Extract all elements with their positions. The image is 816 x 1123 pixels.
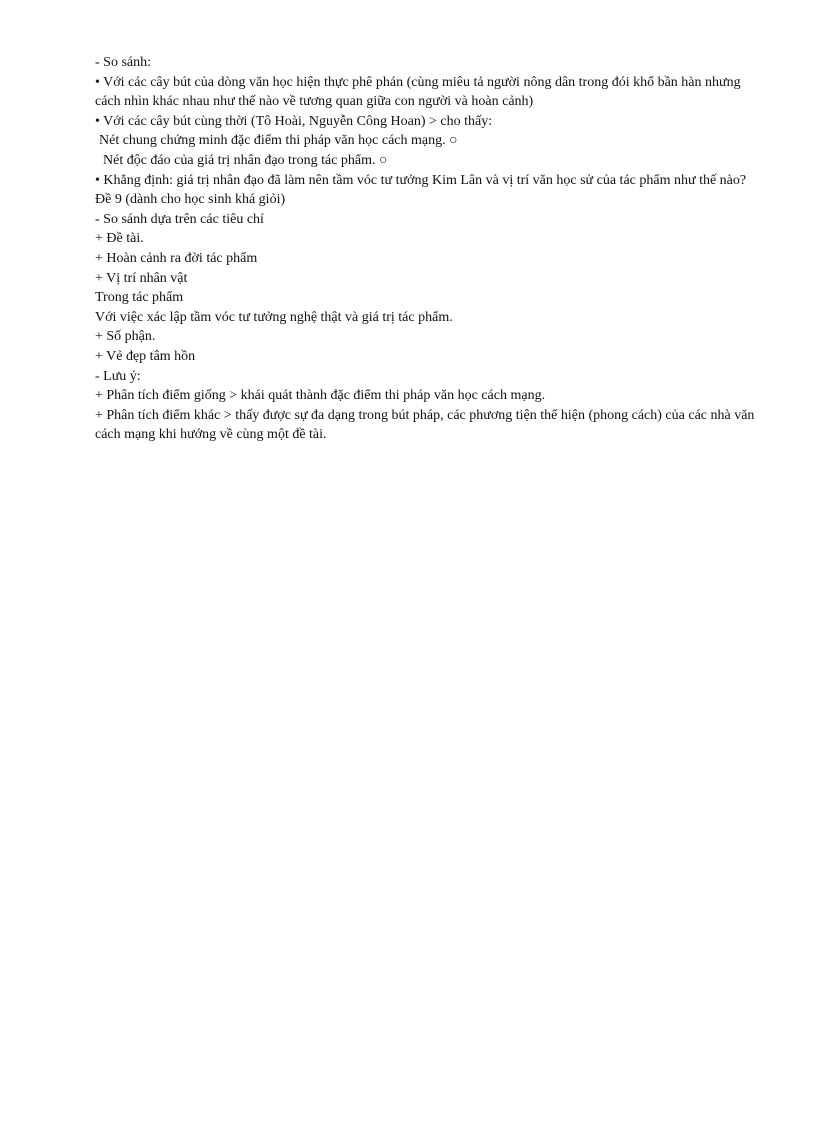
stature-line: Với việc xác lập tầm vóc tư tưởng nghệ thật và giá trị tác phẩm. [95, 309, 453, 325]
bullet-affirmation: • Khẳng định: giá trị nhân đạo đã làm nên tầm vóc tư tưởng Kim Lân và vị trí văn học sử của tác phẩm như thế nào? [95, 172, 747, 188]
criterion-context: + Hoàn cảnh ra đời tác phẩm [95, 250, 258, 266]
note-heading: - Lưu ý: [95, 368, 141, 384]
document-body [95, 53, 765, 445]
common-features-line: Nét chung chứng minh đặc điểm thi pháp văn học cách mạng. ○ [99, 133, 458, 149]
criterion-fate: + Số phận. [95, 329, 156, 345]
compare-heading: - So sánh: [95, 55, 151, 70]
note-differences: + Phân tích điểm khác > thấy được sự đa dạng trong bút pháp, các phương tiện thể hiện (phong cách) của các nhà văn cách mạng khi hướng về cùng một đề tài. [95, 407, 758, 443]
topic-9-heading: Đề 9 (dành cho học sinh khá giỏi) [95, 192, 286, 208]
criteria-heading: - So sánh dựa trên các tiêu chí [95, 211, 264, 227]
bullet-critical-realism: • Với các cây bút của dòng văn học hiện thực phê phán (cùng miêu tả người nông dân trong đói khổ bần hàn nhưng cách nhìn khác nhau như thế nào về tương quan giữa con người và hoàn cảnh) [95, 74, 745, 110]
criterion-inner-beauty: + Vẻ đẹp tâm hồn [95, 348, 196, 364]
unique-features-line: Nét độc đáo của giá trị nhân đạo trong tác phẩm. ○ [103, 152, 388, 168]
note-similarities: + Phân tích điểm giống > khái quát thành đặc điểm thi pháp văn học cách mạng. [95, 388, 546, 404]
bullet-contemporary-writers: • Với các cây bút cùng thời (Tô Hoài, Nguyễn Công Hoan) > cho thấy: [95, 113, 493, 129]
in-work-line: Trong tác phẩm [95, 290, 184, 306]
criterion-topic: + Đề tài. [95, 231, 144, 247]
criterion-character-position: + Vị trí nhân vật [95, 270, 188, 286]
